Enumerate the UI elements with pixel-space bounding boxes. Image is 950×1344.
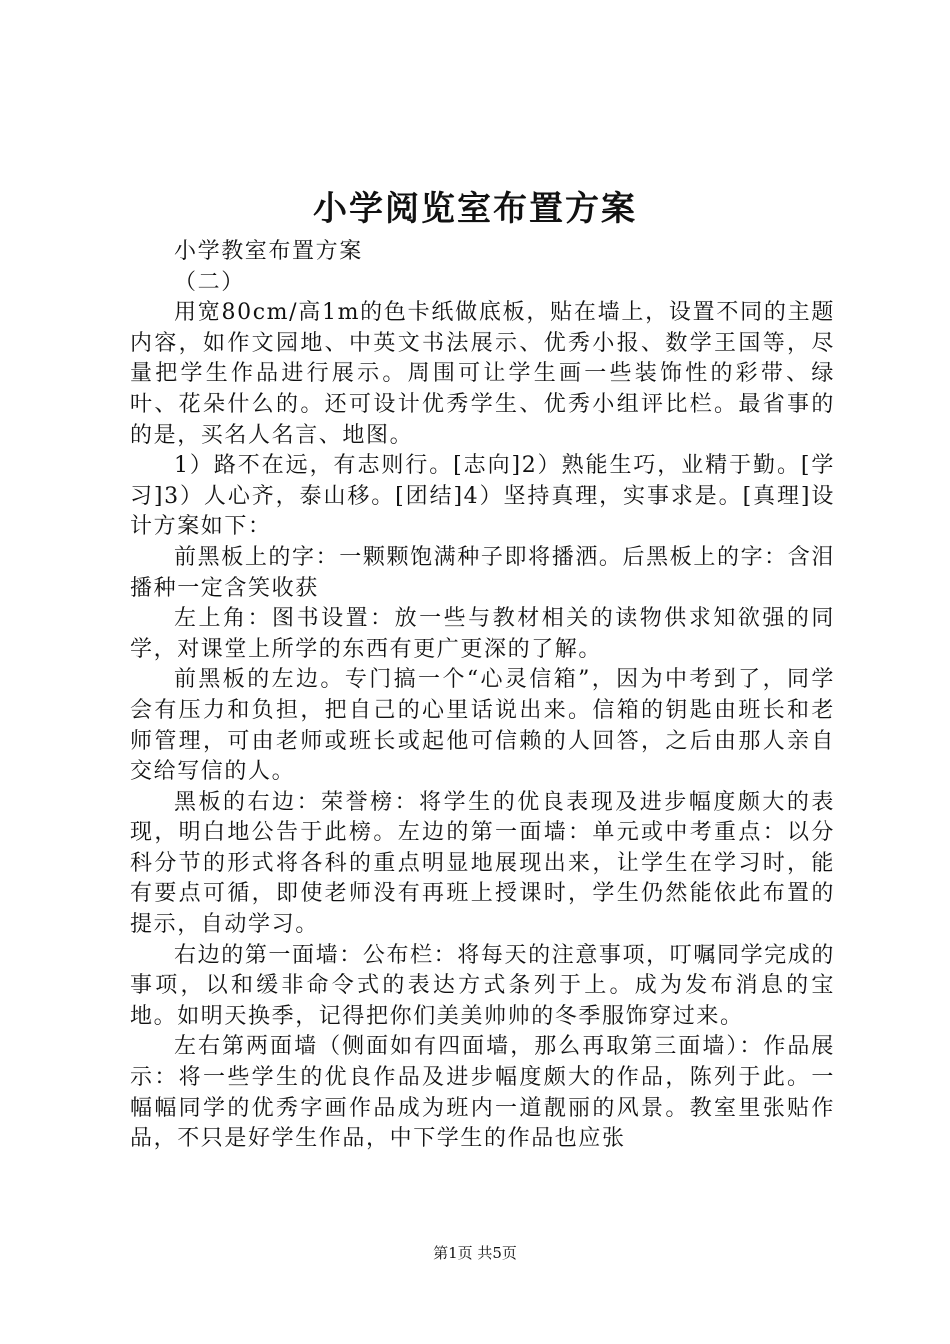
paragraph: 小学教室布置方案 bbox=[174, 239, 363, 264]
paragraph: 黑板的右边：荣誉榜：将学生的优良表现及进步幅度颇大的表现，明白地公告于此榜。左边的第一面墙：单元或中考重点：以分科分节的形式将各科的重点明显地展现出来，让学生在学习时，能有要点可循，即使老师没有再班上授课时，学生仍然能依此布置的提示，自动学习。 bbox=[130, 789, 835, 938]
paragraph: 用宽80cm/高1m的色卡纸做底板，贴在墙上，设置不同的主题内容，如作文园地、中英文书法展示、优秀小报、数学王国等，尽量把学生作品进行展示。周围可让学生画一些装饰性的彩带、绿叶、花朵什么的。还可设计优秀学生、优秀小组评比栏。最省事的的是，买名人名言、地图。 bbox=[130, 300, 835, 448]
paragraph: 前黑板的左边。专门搞一个“心灵信箱”，因为中考到了，同学会有压力和负担，把自己的心里话说出来。信箱的钥匙由班长和老师管理，可由老师或班长或起他可信赖的人回答，之后由那人亲自交给写信的人。 bbox=[130, 667, 835, 785]
document-title: 小学阅览室布置方案 bbox=[313, 189, 637, 229]
paragraph: 前黑板上的字：一颗颗饱满种子即将播洒。后黑板上的字：含泪播种一定含笑收获 bbox=[130, 544, 835, 601]
paragraph: 左上角：图书设置：放一些与教材相关的读物供求知欲强的同学，对课堂上所学的东西有更广更深的了解。 bbox=[130, 606, 835, 662]
document-body bbox=[130, 237, 835, 1155]
page-number-footer: 第1页 共5页 bbox=[433, 1244, 517, 1262]
paragraph: 左右第两面墙（侧面如有四面墙，那么再取第三面墙）：作品展示：将一些学生的优良作品及进步幅度颇大的作品，陈列于此。一幅幅同学的优秀字画作品成为班内一道靓丽的风景。教室里张贴作品，不只是好学生作品，中下学生的作品也应张 bbox=[130, 1034, 835, 1152]
paragraph: 1）路不在远，有志则行。[志向]2）熟能生巧，业精于勤。[学习]3）人心齐，泰山移。[团结]4）坚持真理，实事求是。[真理]设计方案如下： bbox=[130, 453, 835, 540]
paragraph: （二） bbox=[174, 269, 245, 295]
paragraph: 右边的第一面墙：公布栏：将每天的注意事项，叮嘱同学完成的事项，以和缓非命令式的表达方式条列于上。成为发布消息的宝地。如明天换季，记得把你们美美帅帅的冬季服饰穿过来。 bbox=[130, 942, 835, 1029]
